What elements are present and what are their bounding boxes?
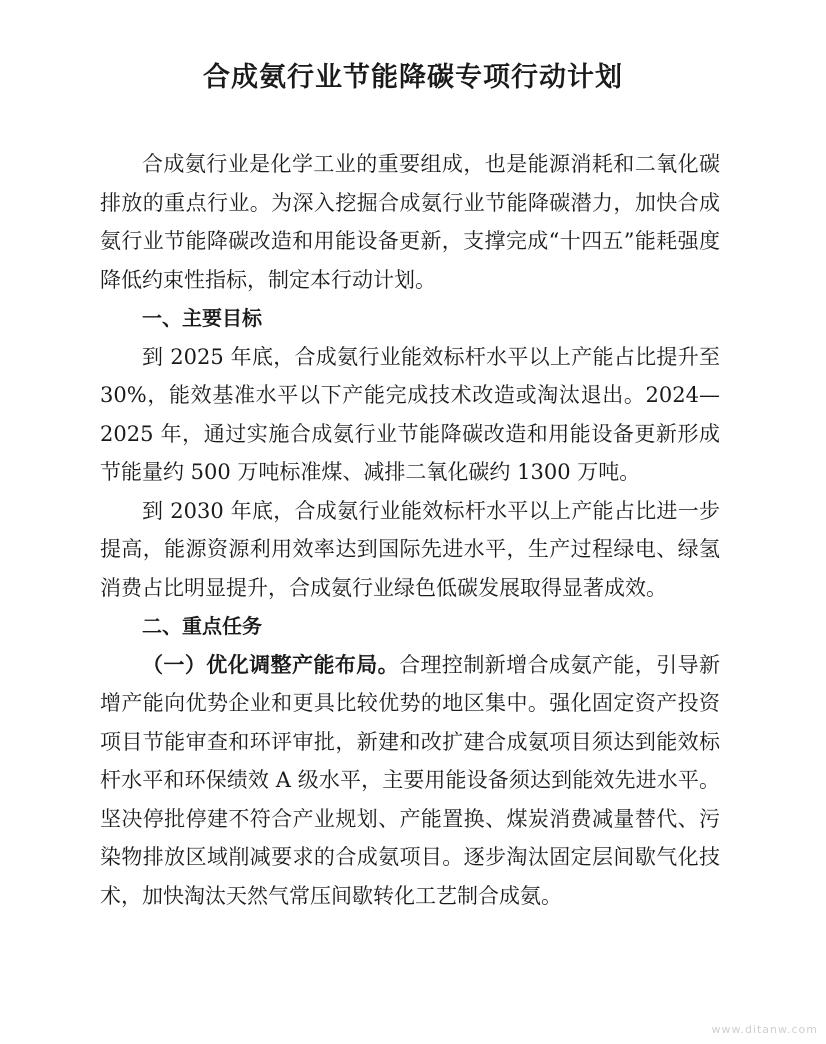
document-body: [100, 145, 720, 915]
task-1-lead: （一）优化调整产能布局。: [142, 652, 400, 677]
task-1-text: 合理控制新增合成氨产能，引导新增产能向优势企业和更具比较优势的地区集中。强化固定资产投资项目节能审查和环评审批，新建和改扩建合成氨项目须达到能效标杆水平和环保绩效 A 级水平，主要用能设备须达到能效先进水平。坚决停批停建不符合产业规划、产能置换、煤炭消费减量替代、污染物排放区域削减要求的合成氨项目。逐步淘汰固定层间歇气化技术，加快淘汰天然气常压间歇转化工艺制合成氨。: [100, 652, 720, 908]
goals-paragraph-2025: 到 2025 年底，合成氨行业能效标杆水平以上产能占比提升至 30%，能效基准水平以下产能完成技术改造或淘汰退出。2024—2025 年，通过实施合成氨行业节能降碳改造和用能设备更新形成节能量约 500 万吨标准煤、减排二氧化碳约 1300 万吨。: [100, 344, 720, 484]
intro-paragraph: 合成氨行业是化学工业的重要组成，也是能源消耗和二氧化碳排放的重点行业。为深入挖掘合成氨行业节能降碳潜力，加快合成氨行业节能降碳改造和用能设备更新，支撑完成“十四五”能耗强度降低约束性指标，制定本行动计划。: [100, 152, 720, 292]
site-watermark: www.ditanw.com: [711, 1023, 818, 1036]
section-heading-goals: 一、主要目标: [142, 306, 262, 330]
goals-paragraph-2030: 到 2030 年底，合成氨行业能效标杆水平以上产能占比进一步提高，能源资源利用效率达到国际先进水平，生产过程绿电、绿氢消费占比明显提升，合成氨行业绿色低碳发展取得显著成效。: [100, 498, 720, 600]
document-title: 合成氨行业节能降碳专项行动计划: [203, 62, 623, 93]
task-paragraph-1: [100, 646, 720, 916]
section-heading-tasks: 二、重点任务: [142, 614, 262, 638]
